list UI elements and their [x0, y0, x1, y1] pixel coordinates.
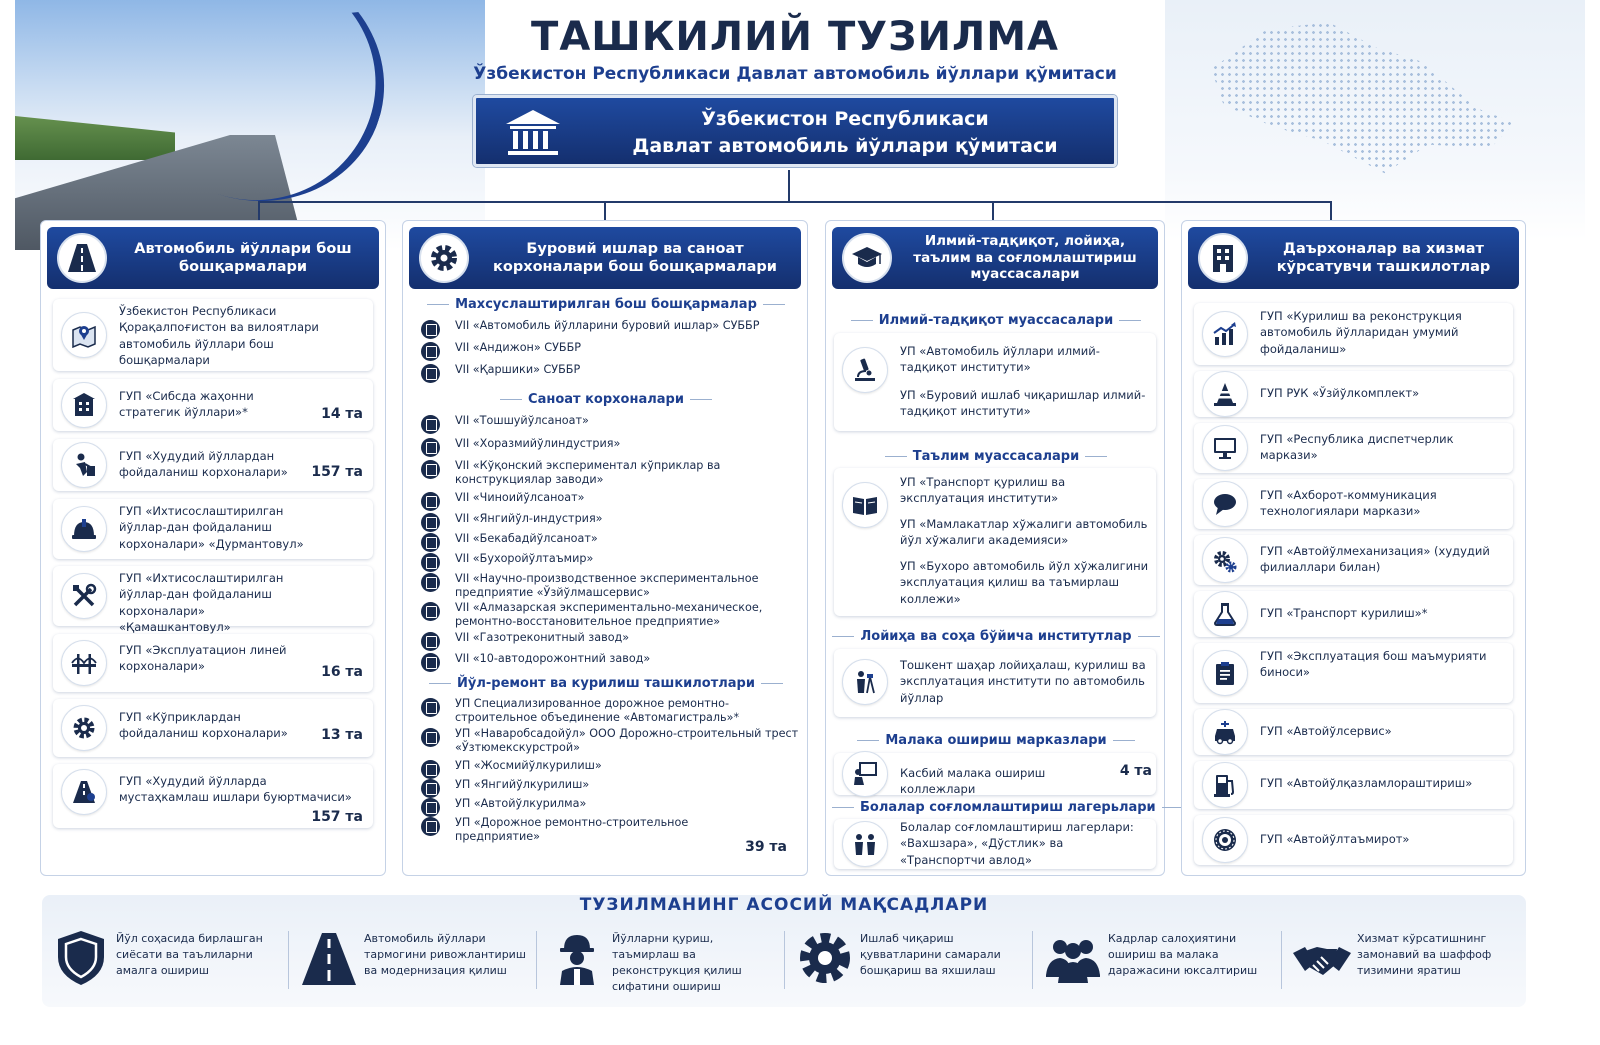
list-item: [1194, 535, 1513, 585]
list-item: [421, 631, 799, 651]
item-text: УП «Наваробсадойўл» ООО Дорожно-строительный трест «Ўзтюмекскурстрой»: [455, 727, 799, 754]
bullet-icon: [421, 779, 440, 798]
bullet-icon: [421, 728, 440, 747]
item-text: VII «Янгийўл-индустрия»: [455, 512, 603, 525]
card-text: ГУП «Ахборот-коммуникация технологиялари маркази»: [1260, 488, 1437, 519]
goal-text: Кадрлар салоҳиятини ошириш ва малака даражасини юксалтириш: [1108, 932, 1258, 977]
list-item: [421, 816, 717, 844]
bullet-icon: [421, 364, 440, 383]
bullet-icon: [421, 760, 440, 779]
list-item: [1194, 591, 1513, 637]
road-cone-icon: [1202, 371, 1248, 417]
goal-divider: [784, 931, 785, 989]
column-title: Даърхоналар ва хизмат кўрсатувчи ташкилотлар: [1276, 240, 1491, 275]
column-services: [1181, 220, 1526, 876]
count-badge: 16 та: [321, 664, 363, 680]
count-badge: 157 та: [311, 809, 363, 825]
monitor-icon: [1202, 425, 1248, 471]
section-title: Йўл-ремонт ва курилиш ташкилотлари: [403, 676, 809, 691]
item-text: VII «Хоразмийўлиндустрия»: [455, 437, 621, 450]
road-icon: [57, 233, 107, 283]
item-text: VII «Бекабадйўлсаноат»: [455, 532, 598, 545]
bullet-icon: [421, 602, 440, 621]
goal-item: [538, 925, 783, 997]
list-item: [421, 778, 799, 798]
clipboard-icon: [1202, 650, 1248, 696]
card-text: ГУП «Сибсда жаҳонни стратегик йўллари»*: [119, 389, 254, 420]
tools-icon: [61, 573, 107, 619]
card-text: ГУП «Эксплуатацион линей корхоналари»: [119, 643, 287, 674]
goals-panel: [42, 895, 1526, 1007]
connector-line: [604, 201, 606, 220]
item-text: VII «Алмазарская экспериментально-механическое, ремонтно-восстановительное предприятие»: [455, 601, 763, 628]
section-title: Лойиҳа ва соҳа бўйича институтлар: [826, 629, 1166, 644]
bullet-icon: [421, 553, 440, 572]
list-item: [53, 566, 373, 634]
item-text: Болалар соғломлаштириш лагерлари: «Вахшзара», «Дўстлик» ва «Транспортчи авлод»: [900, 820, 1134, 867]
item-text: Тошкент шаҳар лойиҳалаш, курилиш ва эксплуатация институти по автомобиль йўллар: [900, 658, 1146, 705]
goal-text: Йўлларни қуриш, таъмирлаш ва реконструкция қилиш сифатини ошириш: [612, 932, 742, 993]
list-item: [53, 439, 373, 491]
card-text: ГУП «Автойўлтаъмирот»: [1260, 832, 1410, 846]
bullet-icon: [421, 632, 440, 651]
car-service-icon: [1202, 709, 1248, 755]
list-item: [53, 379, 373, 431]
list-item: [1194, 815, 1513, 865]
section-title: Таълим муассасалари: [826, 449, 1166, 464]
card-text: ГУП «Республика диспетчерлик маркази»: [1260, 432, 1454, 463]
card-text: ГУП «Курилиш ва реконструкция автомобиль йўлларидан умумий фойдаланиш»: [1260, 309, 1462, 356]
count-badge: 14 та: [321, 406, 363, 422]
card-text: ГУП «Транспорт курилиш»*: [1260, 606, 1428, 620]
goal-item: [786, 925, 1031, 997]
connector-line: [258, 201, 260, 220]
list-item: [53, 499, 373, 559]
tire-icon: [1202, 817, 1248, 863]
item-text: VII «Чиноийўлсаноат»: [455, 491, 585, 504]
map-pin-icon: [61, 312, 107, 358]
list-item: [421, 697, 799, 725]
list-item: [421, 459, 799, 487]
list-item: [421, 532, 799, 552]
list-item: [421, 437, 799, 457]
item-text: Касбий малака ошириш коллежлари: [900, 766, 1046, 797]
building-icon: [61, 382, 107, 428]
list-item: [1194, 709, 1513, 755]
section-card: [834, 333, 1156, 431]
column-drilling-industry: [402, 220, 808, 876]
item-text: УП «Янгийўлкурилиш»: [455, 778, 590, 791]
bridge-icon: [61, 640, 107, 686]
item-text: VII «Газотреконитный завод»: [455, 631, 630, 644]
card-text: ГУП «Эксплуатация бош маъмурияти биноси»: [1260, 649, 1487, 680]
card-text: Ўзбекистон Республикаси Қорақалпоғистон ва вилоятлари автомобиль йўллари бош бошқармалари: [119, 304, 319, 367]
item-text: УП «Буровий ишлаб чиқаришлар илмий-тадқиқот институти»: [900, 388, 1146, 419]
card-text: ГУП РУК «Ўзйўлкомплект»: [1260, 386, 1420, 400]
chat-icon: [1202, 481, 1248, 527]
count-badge: 13 та: [321, 727, 363, 743]
worker-icon: [546, 927, 608, 989]
connector-line: [258, 201, 1332, 203]
list-item: [53, 299, 373, 371]
list-item: [53, 699, 373, 757]
item-text: УП «Жосмийўлкурилиш»: [455, 759, 602, 772]
card-text: ГУП «Худудий йўлларда мустаҳкамлаш ишлари буюртмачиси»: [119, 774, 352, 805]
teacher-icon: [842, 751, 888, 797]
goal-item: [1034, 925, 1280, 997]
card-text: ГУП «Автойўлқазламлораштириш»: [1260, 776, 1473, 790]
list-item: [421, 759, 799, 779]
column-title: Илмий-тадқиқот, лойиҳа, таълим ва соғломлаштириш муассасалари: [913, 232, 1137, 283]
page-subtitle: Ўзбекистон Республикаси Давлат автомобиль йўллари қўмитаси: [473, 64, 1117, 84]
card-text: ГУП «Автойўлсервис»: [1260, 724, 1392, 738]
page-title: ТАШКИЛИЙ ТУЗИЛМА: [531, 14, 1059, 60]
goal-divider: [536, 931, 537, 989]
item-text: VII «Тошшуйўлсаноат»: [455, 414, 589, 427]
gears-icon: [1202, 537, 1248, 583]
committee-line2: Давлат автомобиль йўллари қўмитаси: [632, 135, 1058, 157]
item-text: УП Специализированное дорожное ремонтно-строительное объединение «Автомагистраль»*: [455, 697, 740, 724]
road-repair-icon: [61, 769, 107, 815]
goal-divider: [1032, 931, 1033, 989]
helmet-icon: [61, 506, 107, 552]
count-badge: 157 та: [311, 464, 363, 480]
fuel-pump-icon: [1202, 762, 1248, 808]
bullet-icon: [421, 573, 440, 592]
item-text: VII «Кўқонский экспериментал кўприклар ва конструкциялар заводи»: [455, 459, 721, 486]
book-icon: [842, 482, 888, 528]
goal-text: Автомобиль йўллари тармогини ривожлантириш ва модернизация қилиш: [364, 932, 526, 977]
card-text: ГУП «Ихтисослаштирилган йўллар-дан фойдаланиш корхоналари» «Дурмантовул»: [119, 504, 304, 551]
children-icon: [842, 821, 888, 867]
gear-icon: [794, 927, 856, 989]
bullet-icon: [421, 513, 440, 532]
item-text: VII «10-автодорожонтний завод»: [455, 652, 651, 665]
goal-text: Ишлаб чиқариш қувватларини самарали бошқариш ва яхшилаш: [860, 932, 1001, 977]
list-item: [421, 552, 799, 572]
card-text: ГУП «Ихтисослаштирилган йўллар-дан фойдаланиш корхоналари» «Қамашкантовул»: [119, 571, 284, 634]
item-text: VII «Қаршики» СУББР: [455, 363, 581, 376]
gear-icon: [61, 705, 107, 751]
item-text: VII «Автомобиль йўлларини буровий ишлар» СУББР: [455, 319, 760, 332]
goal-divider: [288, 931, 289, 989]
connector-line: [788, 170, 790, 202]
bullet-icon: [421, 342, 440, 361]
bank-icon: [504, 108, 562, 158]
list-item: [421, 512, 799, 532]
list-item: [1194, 643, 1513, 703]
goal-text: Йўл соҳасида бирлашган сиёсати ва таълиларни амалга ошириш: [116, 932, 263, 977]
goal-item: [1283, 925, 1526, 997]
chart-icon: [1202, 311, 1248, 357]
bullet-icon: [421, 798, 440, 817]
column-title: Автомобиль йўллари бош бошқармалари: [134, 240, 352, 275]
column-header: [832, 227, 1158, 289]
list-item: [421, 797, 799, 817]
column-road-administrations: [40, 220, 386, 876]
item-text: VII «Андижон» СУББР: [455, 341, 581, 354]
count-badge: 4 та: [1119, 763, 1152, 779]
people-icon: [1042, 927, 1104, 989]
list-item: [421, 601, 799, 629]
goals-title: ТУЗИЛМАНИНГ АСОСИЙ МАҚСАДЛАРИ: [579, 895, 989, 915]
committee-line1: Ўзбекистон Республикаси: [701, 108, 989, 130]
microscope-icon: [842, 347, 888, 393]
list-item: [53, 634, 373, 692]
column-header: [409, 227, 801, 289]
column-research-education: [825, 220, 1165, 876]
card-text: ГУП «Худудий йўллардан фойдаланиш корхоналари»: [119, 449, 288, 480]
item-text: УП «Автомобиль йўллари илмий-тадқиқот институти»: [900, 344, 1100, 375]
list-item: [421, 727, 799, 755]
bullet-icon: [421, 492, 440, 511]
section-card: [834, 753, 1156, 795]
item-text: VII «Научно-производственное экспериментальное предприятие «Ўзйўлмашсервис»: [455, 572, 759, 599]
section-title: Илмий-тадқиқот муассасалари: [826, 313, 1166, 328]
connector-line: [992, 201, 994, 220]
item-text: VII «Бухоройўлтаъмир»: [455, 552, 594, 565]
card-text: ГУП «Автойўлмеханизация» (худудий филиаллари билан): [1260, 544, 1490, 575]
section-title: Болалар соғломлаштириш лагерьлари: [826, 800, 1166, 815]
list-item: [1194, 761, 1513, 809]
flask-icon: [1202, 591, 1248, 637]
committee-box: [473, 95, 1117, 167]
graduation-cap-icon: [842, 233, 892, 283]
item-text: УП «Автойўлкурилма»: [455, 797, 587, 810]
column-title: Буровий ишлар ва саноат корхоналари бош бошқармалари: [493, 240, 777, 275]
shield-icon: [50, 927, 112, 989]
goal-text: Хизмат кўрсатишнинг замонавий ва шаффоф тизимини яратиш: [1357, 932, 1492, 977]
item-text: УП «Бухоро автомобиль йўл хўжалигини эксплуатация қилиш ва таъмирлаш коллежи»: [900, 559, 1149, 606]
list-item: [1194, 371, 1513, 417]
list-item: [421, 414, 799, 434]
goal-item: [42, 925, 287, 997]
list-item: [53, 764, 373, 828]
list-item: [421, 491, 799, 511]
section-title: Махсуслаштирилган бош бошқармалар: [403, 297, 809, 312]
section-title: Саноат корхоналари: [403, 392, 809, 407]
gear-icon: [419, 233, 469, 283]
section-card: [834, 468, 1156, 616]
goal-item: [290, 925, 535, 997]
column-header: [1188, 227, 1519, 289]
bullet-icon: [421, 460, 440, 479]
office-building-icon: [1198, 233, 1248, 283]
list-item: [421, 652, 799, 672]
bullet-icon: [421, 533, 440, 552]
item-text: УП «Мамлакатлар хўжалиги автомобиль йўл хўжалиги академияси»: [900, 517, 1148, 548]
surveyor-icon: [842, 659, 888, 705]
section-title: Малака ошириш марказлари: [826, 733, 1166, 748]
card-text: ГУП «Кўприклардан фойдаланиш корхоналари»: [119, 710, 288, 741]
column-header: [47, 227, 379, 289]
bullet-icon: [421, 415, 440, 434]
list-item: [1194, 479, 1513, 529]
list-item: [421, 341, 799, 361]
item-text: УП «Дорожное ремонтно-строительное предприятие»: [455, 816, 689, 843]
bullet-icon: [421, 817, 440, 836]
bullet-icon: [421, 653, 440, 672]
bullet-icon: [421, 438, 440, 457]
section-card: [834, 819, 1156, 869]
item-text: УП «Транспорт қурилиш ва эксплуатация институти»: [900, 475, 1066, 506]
connector-line: [1330, 201, 1332, 220]
road-icon: [298, 927, 360, 989]
road-worker-icon: [61, 442, 107, 488]
goal-divider: [1281, 931, 1282, 989]
section-card: [834, 649, 1156, 717]
bullet-icon: [421, 320, 440, 339]
list-item: [1194, 423, 1513, 473]
list-item: [421, 363, 799, 383]
handshake-icon: [1291, 927, 1353, 989]
list-item: [421, 572, 799, 600]
count-badge: 39 та: [745, 839, 787, 855]
bullet-icon: [421, 698, 440, 717]
list-item: [1194, 303, 1513, 365]
list-item: [421, 319, 799, 339]
